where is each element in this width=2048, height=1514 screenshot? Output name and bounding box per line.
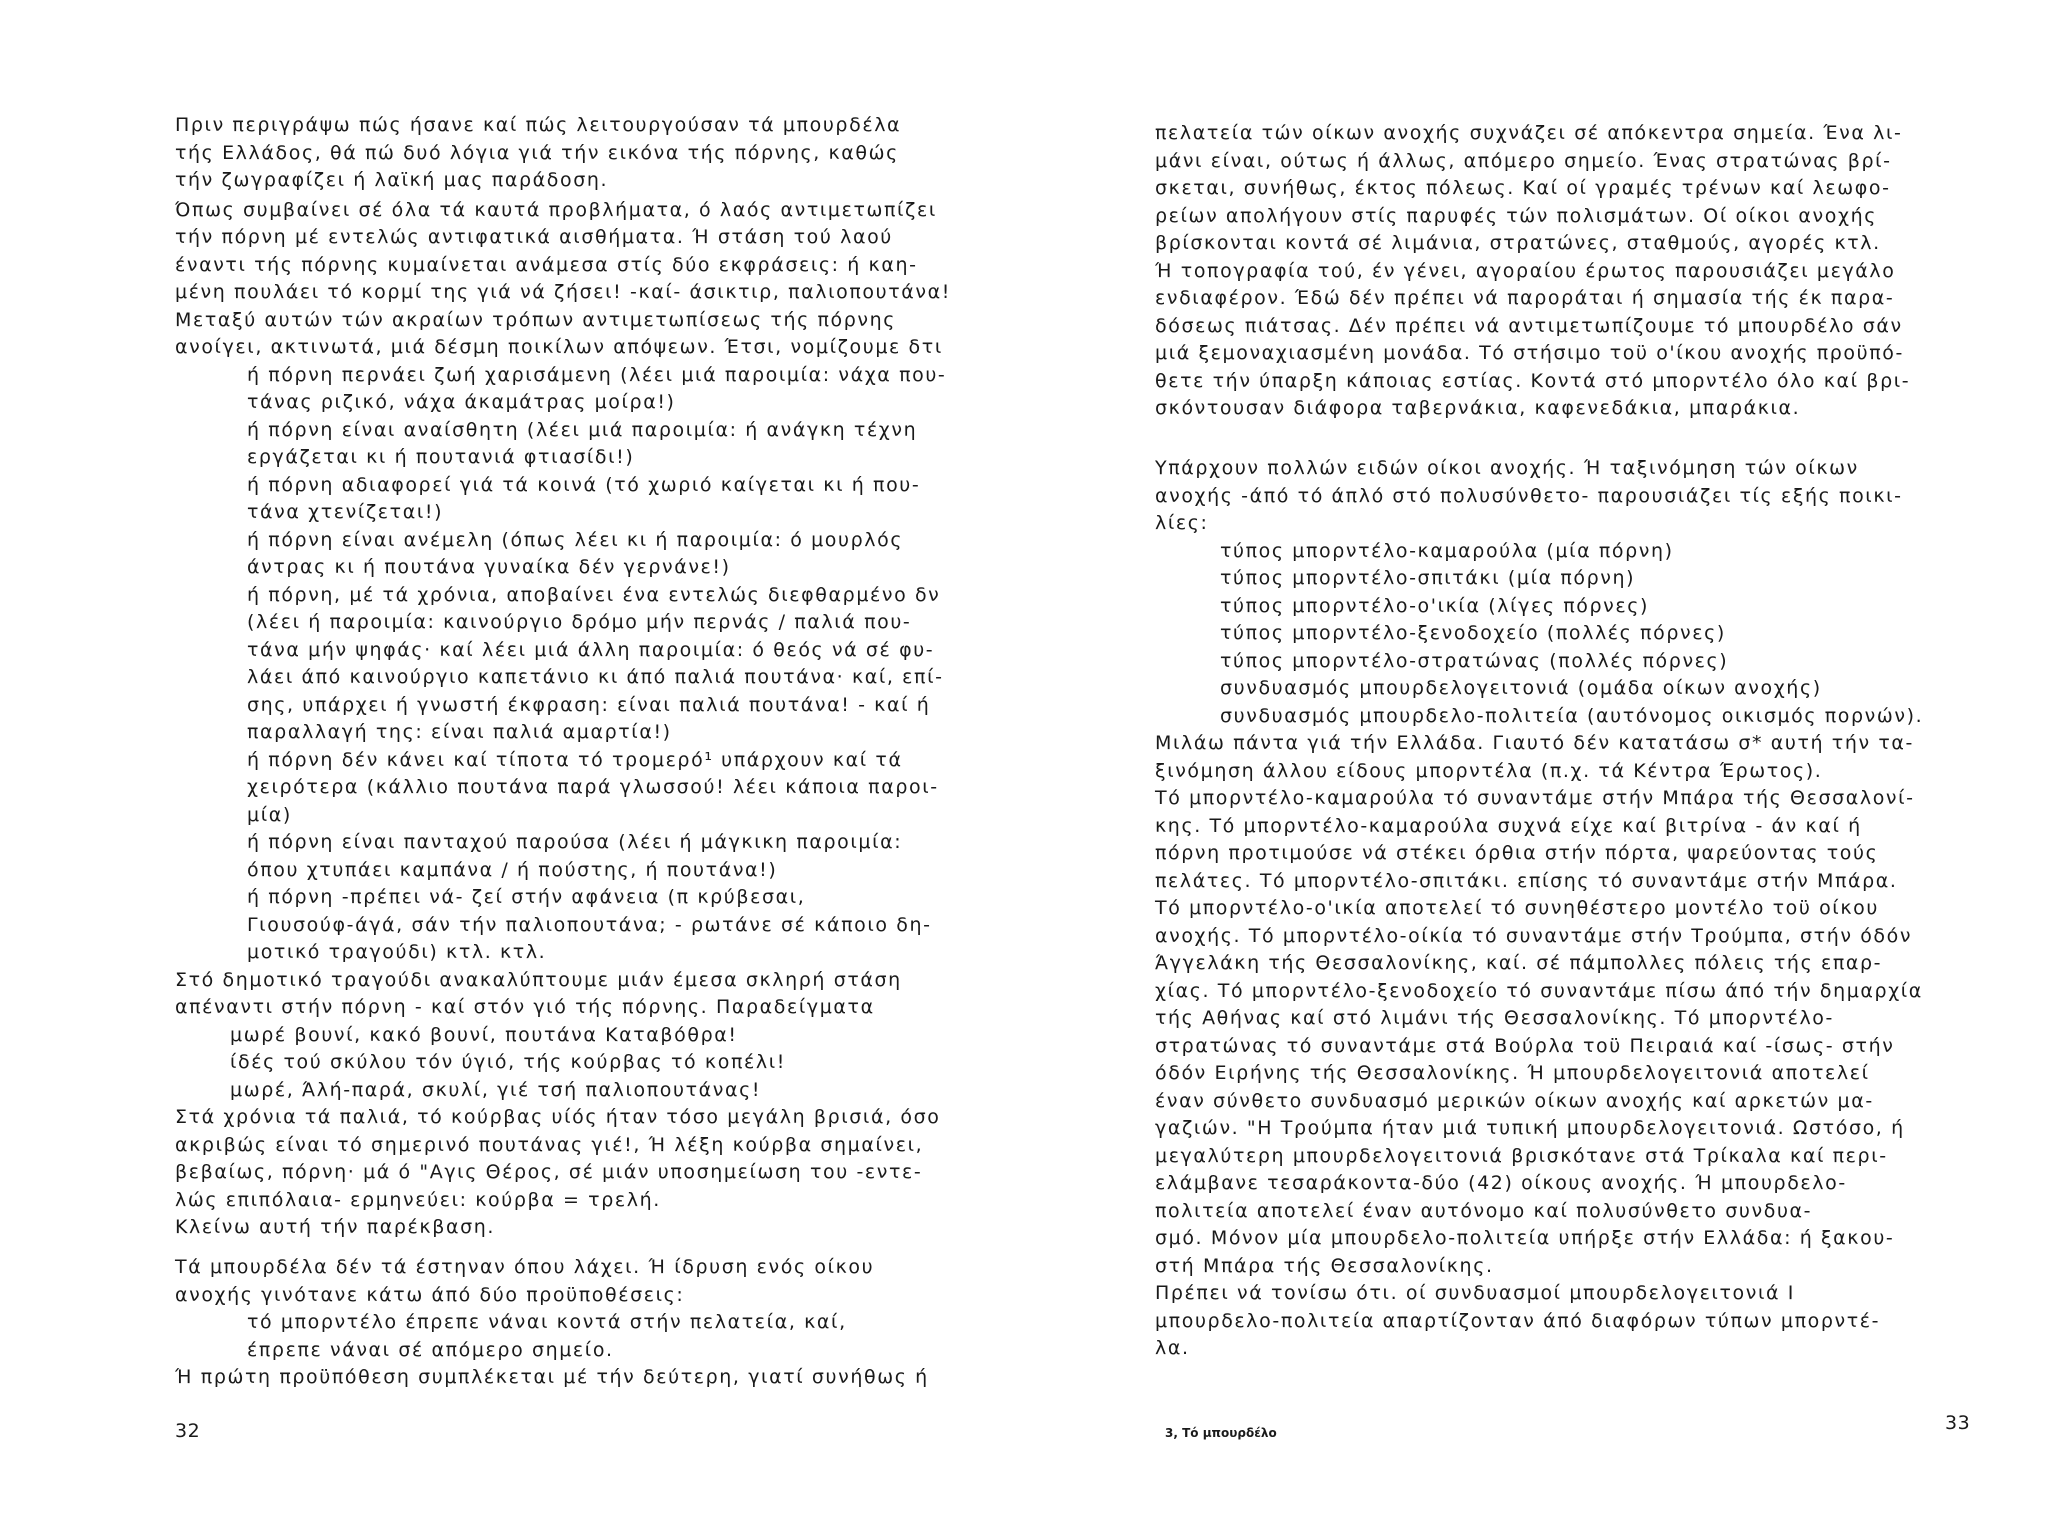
text-line: σκόντουσαν διάφορα ταβερνάκια, καφενεδάκια, μπαράκια. (1155, 397, 1801, 419)
text-line: θετε τήν ύπαρξη κάποιας εστίας. Κοντά στό μπορντέλο όλο καί βρι- (1155, 370, 1911, 392)
text-line: τύπος μπορντέλο-ξενοδοχείο (πολλές πόρνες) (1220, 622, 1726, 644)
text-line: (λέει ή παροιμία: καινούργιο δρόμο μήν περνάς / παλιά που- (247, 611, 912, 633)
text-line: ανοχής γινότανε κάτω άπό δύο προϋποθέσεις: (175, 1284, 685, 1306)
text-line: βεβαίως, πόρνη· μά ό "Αγις Θέρος, σέ μιάν υποσημείωση του -εντε- (175, 1161, 923, 1183)
running-foot: 3, Τό μπουρδέλο (1165, 1426, 1277, 1440)
text-line: χίας. Τό μπορντέλο-ξενοδοχείο τό συναντάμε πίσω άπό τήν δημαρχία (1155, 980, 1923, 1002)
text-line: Μεταξύ αυτών τών ακραίων τρόπων αντιμετωπίσεως τής πόρνης (175, 309, 897, 331)
text-line: ή πόρνη είναι αναίσθητη (λέει μιά παροιμία: ή ανάγκη τέχνη (247, 419, 918, 441)
page-number: 32 (175, 1420, 201, 1442)
text-line: λίες: (1155, 512, 1209, 534)
text-line: απέναντι στήν πόρνη - καί στόν γιό τής πόρνης. Παραδείγματα (175, 996, 875, 1018)
text-line: Όπως συμβαίνει σέ όλα τά καυτά προβλήματα, ό λαός αντιμετωπίζει (175, 199, 937, 221)
text-line: τάνα χτενίζεται!) (247, 501, 444, 523)
text-line: τάνας ριζικό, νάχα άκαμάτρας μοίρα!) (247, 391, 676, 413)
text-line: τύπος μπορντέλο-καμαρούλα (μία πόρνη) (1220, 540, 1674, 562)
text-line: τήν ζωγραφίζει ή λαϊκή μας παράδοση. (175, 169, 609, 191)
text-line: ή πόρνη είναι πανταχού παρούσα (λέει ή μάγκικη παροιμία: (247, 831, 903, 853)
text-line: Ή πρώτη προϋπόθεση συμπλέκεται μέ τήν δεύτερη, γιατί συνήθως ή (175, 1366, 929, 1388)
text-line: Πριν περιγράψω πώς ήσανε καί πώς λειτουργούσαν τά μπουρδέλα (175, 114, 902, 136)
text-line: τάνα μήν ψηφάς· καί λέει μιά άλλη παροιμία: ό θεός νά σέ φυ- (247, 639, 935, 661)
text-line: ανοίγει, ακτινωτά, μιά δέσμη ποικίλων απόψεων. Έτσι, νομίζουμε δτι (175, 336, 943, 358)
text-line: μεγαλύτερη μπουρδελογειτονιά βρισκότανε στά Τρίκαλα καί περι- (1155, 1145, 1888, 1167)
text-line: πελατεία τών οίκων ανοχής συχνάζει σέ απόκεντρα σημεία. Ένα λι- (1155, 122, 1903, 144)
text-line: μιά ξεμοναχιασμένη μονάδα. Τό στήσιμο τοϋ ο'ίκου ανοχής προϋπό- (1155, 342, 1904, 364)
text-line: τής Αθήνας καί στό λιμάνι τής Θεσσαλονίκης. Τό μπορντέλο- (1155, 1007, 1834, 1029)
text-line: μωρέ, Άλή-παρά, σκυλί, γιέ τσή παλιοπουτάνας! (230, 1079, 762, 1101)
text-line: χειρότερα (κάλλιο πουτάνα παρά γλωσσού! λέει κάποια παροι- (247, 776, 939, 798)
text-line: πολιτεία αποτελεί έναν αυτόνομο καί πολυσύνθετο συνδυα- (1155, 1200, 1813, 1222)
text-line: εργάζεται κι ή πουτανιά φτιασίδι!) (247, 446, 635, 468)
text-line: έπρεπε νάναι σέ απόμερο σημείο. (247, 1339, 614, 1361)
text-line: τύπος μπορντέλο-σπιτάκι (μία πόρνη) (1220, 567, 1636, 589)
text-line: όπου χτυπάει καμπάνα / ή πούστης, ή πουτάνα!) (247, 859, 778, 881)
text-line: τήν πόρνη μέ εντελώς αντιφατικά αισθήματα. Ή στάση τού λαού (175, 226, 893, 248)
text-line: μωρέ βουνί, κακό βουνί, πουτάνα Καταβόθρα! (230, 1024, 738, 1046)
text-line: σμό. Μόνον μία μπουρδελο-πολιτεία υπήρξε στήν Ελλάδα: ή ξακου- (1155, 1227, 1895, 1249)
text-line: Στά χρόνια τά παλιά, τό κούρβας υίός ήταν τόσο μεγάλη βρισιά, όσο (175, 1106, 941, 1128)
text-line: έναντι τής πόρνης κυμαίνεται ανάμεσα στίς δύο εκφράσεις: ή καη- (175, 254, 918, 276)
text-line: Στό δημοτικό τραγούδι ανακαλύπτουμε μιάν έμεσα σκληρή στάση (175, 969, 902, 991)
text-line: παραλλαγή της: είναι παλιά αμαρτία!) (247, 721, 672, 743)
text-line: ή πόρνη περνάει ζωή χαρισάμενη (λέει μιά παροιμία: νάχα που- (247, 364, 947, 386)
text-line: γαζιών. "Η Τρούμπα ήταν μιά τυπική μπουρδελογειτονιά. Ωστόσο, ή (1155, 1117, 1905, 1139)
text-line: πόρνη προτιμούσε νά στέκει όρθια στήν πόρτα, ψαρεύοντας τούς (1155, 842, 1879, 864)
text-line: βρίσκονται κοντά σέ λιμάνια, στρατώνες, σταθμούς, αγορές κτλ. (1155, 232, 1881, 254)
text-line: σκεται, συνήθως, έκτος πόλεως. Καί οί γραμές τρένων καί λεωφο- (1155, 177, 1891, 199)
text-line: μάνι είναι, ούτως ή άλλως, απόμερο σημείο. Ένας στρατώνας βρί- (1155, 150, 1892, 172)
text-line: στή Μπάρα τής Θεσσαλονίκης. (1155, 1255, 1494, 1277)
text-line: Ή τοπογραφία τού, έν γένει, αγοραίου έρωτος παρουσιάζει μεγάλο (1155, 260, 1896, 282)
text-line: κης. Τό μπορντέλο-καμαρούλα συχνά είχε καί βιτρίνα - άν καί ή (1155, 815, 1862, 837)
text-line: ή πόρνη, μέ τά χρόνια, αποβαίνει ένα εντελώς διεφθαρμένο δν (247, 584, 941, 606)
text-line: ξινόμηση άλλου είδους μπορντέλα (π.χ. τά Κέντρα Έρωτος). (1155, 760, 1823, 782)
text-line: όδόν Ειρήνης τής Θεσσαλονίκης. Ή μπουρδελογειτονιά αποτελεί (1155, 1062, 1870, 1084)
text-line: έναν σύνθετο συνδυασμό μερικών οίκων ανοχής καί αρκετών μα- (1155, 1090, 1874, 1112)
text-line: λώς επιπόλαια- ερμηνεύει: κούρβα = τρελή. (175, 1189, 661, 1211)
text-line: Τό μπορντέλο-ο'ικία αποτελεί τό συνηθέστερο μοντέλο τοϋ οίκου (1155, 897, 1879, 919)
text-line: Μιλάω πάντα γιά τήν Ελλάδα. Γιαυτό δέν κατατάσω σ* αυτή τήν τα- (1155, 732, 1914, 754)
text-line: ανοχής -άπό τό άπλό στό πολυσύνθετο- παρουσιάζει τίς εξής ποικι- (1155, 485, 1903, 507)
text-line: Τό μπορντέλο-καμαρούλα τό συναντάμε στήν Μπάρα τής Θεσσαλονί- (1155, 787, 1915, 809)
text-line: ρείων απολήγουν στίς παρυφές τών πολισμάτων. Οί οίκοι ανοχής (1155, 205, 1877, 227)
text-line: συνδυασμός μπουρδελογειτονιά (ομάδα οίκων ανοχής) (1220, 677, 1822, 699)
text-line: λα. (1155, 1337, 1190, 1359)
text-line: τής Ελλάδος, θά πώ δυό λόγια γιά τήν εικόνα τής πόρνης, καθώς (175, 142, 899, 164)
text-line: ακριβώς είναι τό σημερινό πουτάνας γιέ!, Ή λέξη κούρβα σημαίνει, (175, 1134, 924, 1156)
text-line: ή πόρνη δέν κάνει καί τίποτα τό τρομερό¹ υπάρχουν καί τά (247, 749, 903, 771)
text-line: λάει άπό καινούργιο καπετάνιο κι άπό παλιά πουτάνα· καί, επί- (247, 666, 944, 688)
text-line: μένη πουλάει τό κορμί της γιά νά ζήσει! -καί- άσικτιρ, παλιοπουτάνα! (175, 281, 951, 303)
text-line: μπουρδελο-πολιτεία απαρτίζονταν άπό διαφόρων τύπων μπορντέ- (1155, 1310, 1881, 1332)
text-line: Άγγελάκη τής Θεσσαλονίκης, καί. σέ πάμπολλες πόλεις τής επαρ- (1155, 952, 1883, 974)
text-line: Κλείνω αυτή τήν παρέκβαση. (175, 1216, 496, 1238)
text-line: Υπάρχουν πολλών ειδών οίκοι ανοχής. Ή ταξινόμηση τών οίκων (1155, 457, 1859, 479)
text-line: πελάτες. Τό μπορντέλο-σπιτάκι. επίσης τό συναντάμε στήν Μπάρα. (1155, 870, 1898, 892)
text-line: ενδιαφέρον. Έδώ δέν πρέπει νά παροράται ή σημασία τής έκ παρα- (1155, 287, 1895, 309)
text-line: Γιουσούφ-άγά, σάν τήν παλιοπουτάνα; - ρωτάνε σέ κάποιο δη- (247, 914, 932, 936)
text-line: ανοχής. Τό μπορντέλο-οίκία τό συναντάμε στήν Τρούμπα, στήν όδόν (1155, 925, 1913, 947)
text-line: τό μπορντέλο έπρεπε νάναι κοντά στήν πελατεία, καί, (247, 1311, 847, 1333)
text-line: Τά μπουρδέλα δέν τά έστηναν όπου λάχει. Ή ίδρυση ενός οίκου (175, 1256, 875, 1278)
text-line: Πρέπει νά τονίσω ότι. οί συνδυασμοί μπουρδελογειτονιά Ι (1155, 1282, 1795, 1304)
text-line: ίδές τού σκύλου τόν ύγιό, τής κούρβας τό κοπέλι! (230, 1051, 786, 1073)
text-line: δόσεως πιάτσας. Δέν πρέπει νά αντιμετωπίζουμε τό μπουρδέλο σάν (1155, 315, 1903, 337)
text-line: μοτικό τραγούδι) κτλ. κτλ. (247, 941, 547, 963)
text-line: στρατώνας τό συναντάμε στά Βούρλα τοϋ Πειραιά καί -ίσως- στήν (1155, 1035, 1895, 1057)
text-line: σης, υπάρχει ή γνωστή έκφραση: είναι παλιά πουτάνα! - καί ή (247, 694, 931, 716)
text-line: τύπος μπορντέλο-ο'ικία (λίγες πόρνες) (1220, 595, 1649, 617)
text-line: συνδυασμός μπουρδελο-πολιτεία (αυτόνομος οικισμός πορνών). (1220, 705, 1924, 727)
text-line: ή πόρνη -πρέπει νά- ζεί στήν αφάνεια (π κρύβεσαι, (247, 886, 806, 908)
text-line: τύπος μπορντέλο-στρατώνας (πολλές πόρνες) (1220, 650, 1729, 672)
text-line: άντρας κι ή πουτάνα γυναίκα δέν γερνάνε!) (247, 556, 731, 578)
text-line: ή πόρνη είναι ανέμελη (όπως λέει κι ή παροιμία: ό μουρλός (247, 529, 904, 551)
text-line: ελάμβανε τεσαράκοντα-δύο (42) οίκους ανοχής. Ή μπουρδελο- (1155, 1172, 1847, 1194)
text-line: ή πόρνη αδιαφορεί γιά τά κοινά (τό χωριό καίγεται κι ή που- (247, 474, 921, 496)
page-number: 33 (1945, 1412, 1971, 1434)
text-line: μία) (247, 804, 292, 826)
